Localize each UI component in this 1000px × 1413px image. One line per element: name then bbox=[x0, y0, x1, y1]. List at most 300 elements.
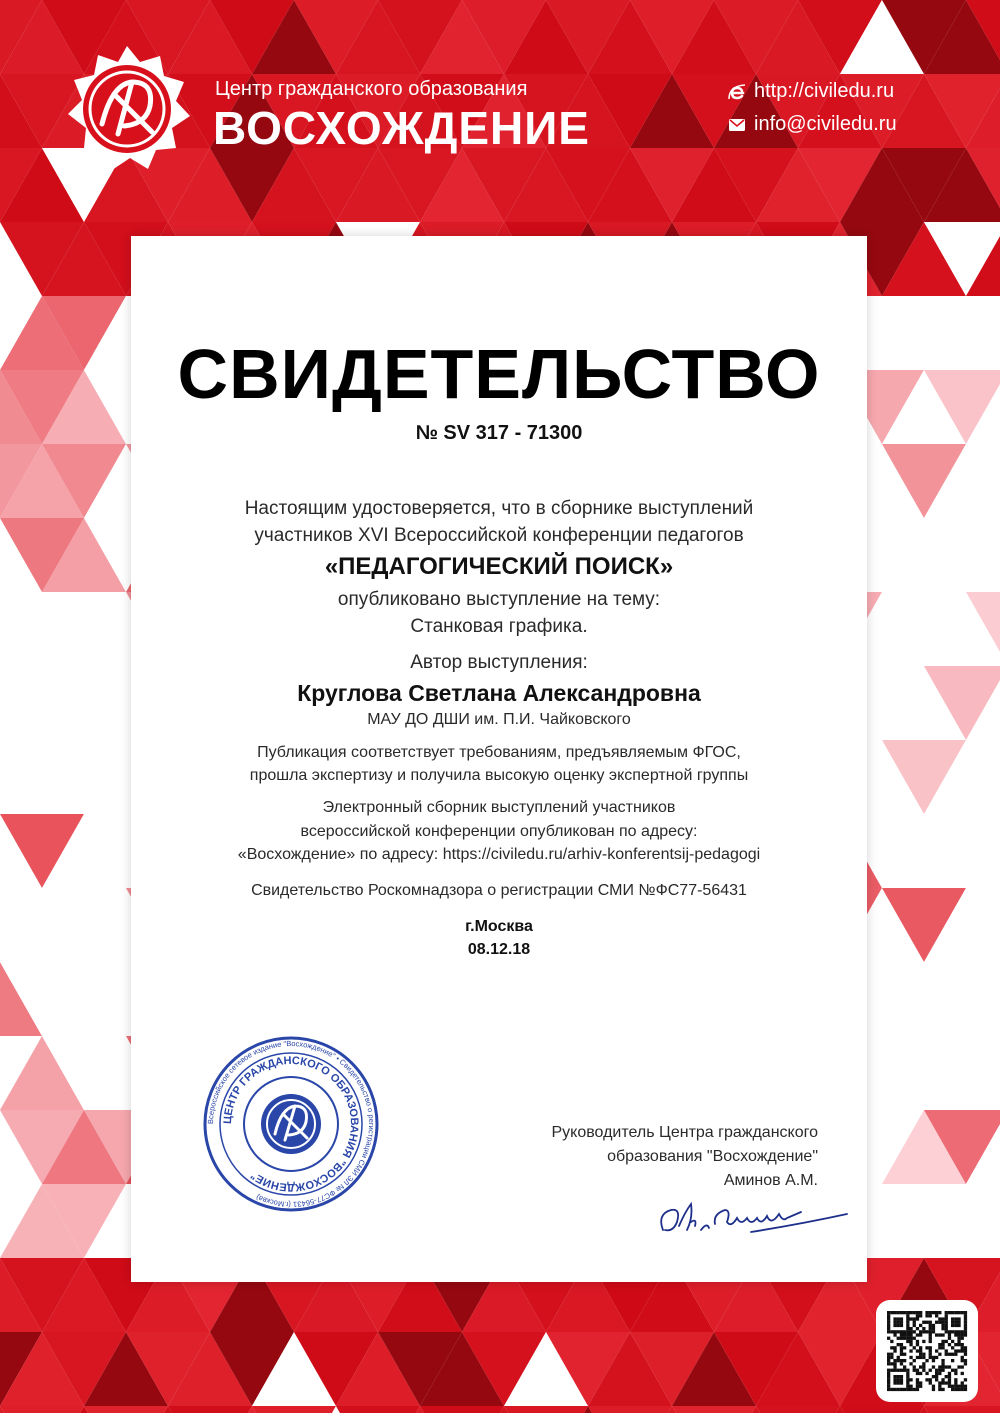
qr-module bbox=[887, 1321, 890, 1324]
qr-module bbox=[903, 1353, 906, 1356]
background-triangle bbox=[0, 1406, 84, 1413]
qr-module bbox=[954, 1353, 957, 1356]
qr-module bbox=[957, 1340, 960, 1343]
qr-module bbox=[935, 1314, 938, 1317]
qr-module bbox=[887, 1385, 890, 1388]
qr-module bbox=[941, 1321, 944, 1324]
qr-module bbox=[957, 1337, 960, 1340]
qr-module bbox=[925, 1378, 928, 1381]
qr-module bbox=[925, 1321, 928, 1324]
qr-module bbox=[897, 1337, 900, 1340]
qr-module bbox=[919, 1349, 922, 1352]
website-link[interactable]: http://civiledu.ru bbox=[754, 80, 895, 102]
qr-module bbox=[922, 1330, 925, 1333]
qr-module bbox=[929, 1381, 932, 1384]
qr-module bbox=[919, 1385, 922, 1388]
qr-module bbox=[909, 1327, 912, 1330]
qr-module bbox=[922, 1353, 925, 1356]
qr-module bbox=[890, 1346, 893, 1349]
qr-module bbox=[957, 1317, 960, 1320]
qr-module bbox=[909, 1349, 912, 1352]
qr-module bbox=[948, 1385, 951, 1388]
qr-module bbox=[945, 1381, 948, 1384]
qr-module bbox=[938, 1385, 941, 1388]
qr-module bbox=[906, 1340, 909, 1343]
qr-module bbox=[906, 1378, 909, 1381]
qr-module bbox=[919, 1330, 922, 1333]
intro-line-2: участников XVI Всероссийской конференции педагогов bbox=[254, 525, 744, 546]
qr-module bbox=[951, 1353, 954, 1356]
qr-module bbox=[897, 1369, 900, 1372]
qr-module bbox=[897, 1388, 900, 1391]
author-name: Круглова Светлана Александровна bbox=[297, 680, 701, 706]
qr-module bbox=[961, 1372, 964, 1375]
qr-module bbox=[932, 1356, 935, 1359]
qr-module bbox=[938, 1321, 941, 1324]
qr-module bbox=[932, 1330, 935, 1333]
qr-module bbox=[935, 1375, 938, 1378]
qr-module bbox=[938, 1353, 941, 1356]
qr-module bbox=[961, 1356, 964, 1359]
qr-module bbox=[951, 1385, 954, 1388]
qr-module bbox=[954, 1385, 957, 1388]
qr-module bbox=[961, 1385, 964, 1388]
qr-module bbox=[954, 1378, 957, 1381]
qr-module bbox=[890, 1330, 893, 1333]
qr-module bbox=[909, 1330, 912, 1333]
qr-module bbox=[957, 1385, 960, 1388]
qr-module bbox=[916, 1369, 919, 1372]
qr-module bbox=[948, 1311, 951, 1314]
qr-module bbox=[906, 1375, 909, 1378]
qr-module bbox=[932, 1365, 935, 1368]
qr-module bbox=[954, 1330, 957, 1333]
qr-module bbox=[906, 1333, 909, 1336]
qr-module bbox=[900, 1333, 903, 1336]
qr-module bbox=[906, 1324, 909, 1327]
institution: МАУ ДО ДШИ им. П.И. Чайковского bbox=[367, 711, 631, 728]
city: г.Москва bbox=[465, 918, 533, 935]
qr-module bbox=[903, 1388, 906, 1391]
qr-module bbox=[951, 1330, 954, 1333]
envelope-icon bbox=[728, 116, 746, 134]
qr-module bbox=[964, 1321, 967, 1324]
qr-module bbox=[919, 1381, 922, 1384]
qr-module bbox=[919, 1324, 922, 1327]
qr-module bbox=[941, 1327, 944, 1330]
qr-module bbox=[890, 1340, 893, 1343]
qr-module bbox=[922, 1362, 925, 1365]
qr-module bbox=[909, 1333, 912, 1336]
qr-module bbox=[941, 1362, 944, 1365]
qr-module bbox=[954, 1343, 957, 1346]
qr-module bbox=[887, 1356, 890, 1359]
qr-module bbox=[938, 1381, 941, 1384]
qr-module bbox=[964, 1346, 967, 1349]
qr-module bbox=[890, 1388, 893, 1391]
qr-module bbox=[903, 1359, 906, 1362]
qr-module bbox=[909, 1362, 912, 1365]
qr-module bbox=[900, 1388, 903, 1391]
collection-line-2: всероссийской конференции опубликован по адресу: bbox=[300, 823, 698, 840]
qr-module bbox=[951, 1346, 954, 1349]
qr-module bbox=[909, 1340, 912, 1343]
qr-module bbox=[887, 1317, 890, 1320]
qr-module bbox=[887, 1378, 890, 1381]
qr-module bbox=[906, 1388, 909, 1391]
qr-module bbox=[964, 1359, 967, 1362]
qr-module bbox=[890, 1362, 893, 1365]
qr-module bbox=[903, 1311, 906, 1314]
qr-module bbox=[964, 1311, 967, 1314]
qr-module bbox=[906, 1369, 909, 1372]
qr-module bbox=[887, 1327, 890, 1330]
header-subtitle: Центр гражданского образования bbox=[215, 78, 528, 100]
qr-module bbox=[906, 1321, 909, 1324]
qr-module bbox=[913, 1317, 916, 1320]
qr-module bbox=[945, 1353, 948, 1356]
qr-module bbox=[900, 1378, 903, 1381]
qr-module bbox=[954, 1381, 957, 1384]
event-name: «ПЕДАГОГИЧЕСКИЙ ПОИСК» bbox=[324, 553, 674, 580]
qr-module bbox=[893, 1359, 896, 1362]
qr-module bbox=[919, 1365, 922, 1368]
qr-module bbox=[945, 1330, 948, 1333]
qr-module bbox=[929, 1349, 932, 1352]
qr-module bbox=[964, 1353, 967, 1356]
qr-module bbox=[922, 1369, 925, 1372]
qr-module bbox=[954, 1317, 957, 1320]
qr-module bbox=[961, 1365, 964, 1368]
qr-module bbox=[897, 1356, 900, 1359]
qr-module bbox=[903, 1365, 906, 1368]
qr-module bbox=[913, 1369, 916, 1372]
qr-module bbox=[925, 1359, 928, 1362]
qr-module bbox=[938, 1372, 941, 1375]
qr-module bbox=[900, 1321, 903, 1324]
qr-module bbox=[916, 1378, 919, 1381]
qr-module bbox=[938, 1343, 941, 1346]
qr-module bbox=[948, 1378, 951, 1381]
qr-module bbox=[961, 1337, 964, 1340]
qr-module bbox=[906, 1330, 909, 1333]
qr-module bbox=[922, 1365, 925, 1368]
qr-module bbox=[893, 1381, 896, 1384]
qr-module bbox=[935, 1349, 938, 1352]
qr-module bbox=[893, 1362, 896, 1365]
qr-module bbox=[893, 1311, 896, 1314]
qr-module bbox=[909, 1356, 912, 1359]
qr-module bbox=[932, 1327, 935, 1330]
qr-module bbox=[957, 1343, 960, 1346]
qr-module bbox=[929, 1311, 932, 1314]
qr-module bbox=[913, 1311, 916, 1314]
qr-module bbox=[909, 1378, 912, 1381]
qr-module bbox=[887, 1362, 890, 1365]
qr-module bbox=[941, 1346, 944, 1349]
qr-module bbox=[938, 1346, 941, 1349]
qr-module bbox=[929, 1346, 932, 1349]
qr-module bbox=[964, 1330, 967, 1333]
stamp-inner-text: ЦЕНТР ГРАЖДАНСКОГО ОБРАЗОВАНИЯ "ВОСХОЖДЕНИЕ" bbox=[221, 1054, 361, 1194]
qr-module bbox=[893, 1346, 896, 1349]
qr-module bbox=[887, 1314, 890, 1317]
qr-module bbox=[900, 1337, 903, 1340]
qr-module bbox=[951, 1369, 954, 1372]
qr-module bbox=[906, 1381, 909, 1384]
background-triangle bbox=[672, 1406, 756, 1413]
qr-module bbox=[941, 1365, 944, 1368]
qr-module bbox=[897, 1375, 900, 1378]
qr-module bbox=[929, 1369, 932, 1372]
qr-module bbox=[945, 1340, 948, 1343]
qr-module bbox=[964, 1317, 967, 1320]
qr-module bbox=[948, 1372, 951, 1375]
qr-module bbox=[929, 1356, 932, 1359]
qr-module bbox=[945, 1317, 948, 1320]
qr-module bbox=[964, 1349, 967, 1352]
qr-module bbox=[925, 1346, 928, 1349]
qr-module bbox=[890, 1353, 893, 1356]
qr-module bbox=[935, 1333, 938, 1336]
qr-module bbox=[900, 1311, 903, 1314]
qr-module bbox=[906, 1337, 909, 1340]
qr-module bbox=[900, 1346, 903, 1349]
background-triangle bbox=[588, 1406, 672, 1413]
qr-module bbox=[906, 1311, 909, 1314]
qr-module bbox=[948, 1343, 951, 1346]
qr-module bbox=[897, 1381, 900, 1384]
qr-module bbox=[935, 1378, 938, 1381]
qr-module bbox=[961, 1311, 964, 1314]
qr-module bbox=[954, 1333, 957, 1336]
qr-module bbox=[900, 1324, 903, 1327]
qr-module bbox=[887, 1353, 890, 1356]
qr-module bbox=[893, 1333, 896, 1336]
background-triangle bbox=[840, 1406, 924, 1413]
qr-module bbox=[887, 1311, 890, 1314]
qr-code[interactable] bbox=[876, 1300, 978, 1402]
qr-module bbox=[945, 1311, 948, 1314]
qr-module bbox=[906, 1372, 909, 1375]
qr-module bbox=[951, 1388, 954, 1391]
intro-line-1: Настоящим удостоверяется, что в сборнике выступлений bbox=[244, 498, 754, 519]
qr-module bbox=[941, 1381, 944, 1384]
qr-module bbox=[909, 1388, 912, 1391]
qr-module bbox=[945, 1314, 948, 1317]
qr-module bbox=[916, 1385, 919, 1388]
qr-module bbox=[893, 1365, 896, 1368]
qr-module bbox=[929, 1327, 932, 1330]
qr-module bbox=[919, 1353, 922, 1356]
qr-module bbox=[887, 1372, 890, 1375]
qr-module bbox=[938, 1365, 941, 1368]
qr-module bbox=[925, 1372, 928, 1375]
qr-module bbox=[925, 1311, 928, 1314]
qr-module bbox=[932, 1324, 935, 1327]
qr-module bbox=[916, 1381, 919, 1384]
qr-module bbox=[929, 1353, 932, 1356]
email-link[interactable]: info@civiledu.ru bbox=[754, 113, 897, 135]
background-triangle bbox=[420, 1406, 504, 1413]
qr-module bbox=[900, 1317, 903, 1320]
qr-module bbox=[919, 1372, 922, 1375]
qr-module bbox=[897, 1324, 900, 1327]
qr-module bbox=[900, 1369, 903, 1372]
qr-module bbox=[925, 1314, 928, 1317]
qr-module bbox=[964, 1385, 967, 1388]
qr-module bbox=[897, 1359, 900, 1362]
qr-module bbox=[897, 1378, 900, 1381]
qr-module bbox=[951, 1317, 954, 1320]
qr-module bbox=[932, 1359, 935, 1362]
qr-module bbox=[945, 1327, 948, 1330]
qr-module bbox=[957, 1333, 960, 1336]
qr-module bbox=[887, 1359, 890, 1362]
qr-module bbox=[938, 1369, 941, 1372]
background-triangle bbox=[504, 1406, 588, 1413]
qr-module bbox=[954, 1372, 957, 1375]
qr-module bbox=[893, 1321, 896, 1324]
official-stamp bbox=[201, 1034, 381, 1214]
qr-module bbox=[941, 1369, 944, 1372]
qr-module bbox=[964, 1333, 967, 1336]
qr-module bbox=[929, 1333, 932, 1336]
qr-module bbox=[893, 1378, 896, 1381]
compliance-line-1: Публикация соответствует требованиям, предъявляемым ФГОС, bbox=[257, 744, 741, 761]
qr-module bbox=[916, 1356, 919, 1359]
qr-module bbox=[954, 1388, 957, 1391]
qr-module bbox=[935, 1311, 938, 1314]
certificate-title: СВИДЕТЕЛЬСТВО bbox=[177, 335, 821, 413]
qr-module bbox=[938, 1333, 941, 1336]
qr-module bbox=[957, 1311, 960, 1314]
qr-module bbox=[961, 1343, 964, 1346]
qr-module bbox=[961, 1349, 964, 1352]
qr-module bbox=[900, 1375, 903, 1378]
qr-module bbox=[903, 1330, 906, 1333]
handwritten-signature bbox=[651, 1192, 851, 1242]
qr-module bbox=[887, 1324, 890, 1327]
qr-module bbox=[919, 1311, 922, 1314]
qr-module bbox=[922, 1340, 925, 1343]
qr-module bbox=[897, 1317, 900, 1320]
qr-module bbox=[938, 1388, 941, 1391]
qr-module bbox=[929, 1321, 932, 1324]
qr-module bbox=[957, 1321, 960, 1324]
qr-module bbox=[916, 1372, 919, 1375]
qr-module bbox=[929, 1340, 932, 1343]
qr-module bbox=[897, 1343, 900, 1346]
qr-module bbox=[929, 1337, 932, 1340]
qr-module bbox=[941, 1324, 944, 1327]
qr-module bbox=[964, 1388, 967, 1391]
date: 08.12.18 bbox=[467, 941, 531, 958]
qr-module bbox=[954, 1349, 957, 1352]
internet-explorer-icon bbox=[728, 83, 746, 101]
registration-info: Свидетельство Роскомнадзора о регистрации СМИ №ФС77-56431 bbox=[251, 882, 747, 899]
qr-module bbox=[919, 1356, 922, 1359]
qr-module bbox=[897, 1311, 900, 1314]
qr-module bbox=[961, 1330, 964, 1333]
qr-module bbox=[945, 1324, 948, 1327]
qr-module bbox=[941, 1359, 944, 1362]
qr-module bbox=[893, 1330, 896, 1333]
qr-module bbox=[964, 1314, 967, 1317]
qr-module bbox=[906, 1385, 909, 1388]
qr-module bbox=[913, 1324, 916, 1327]
qr-module bbox=[948, 1330, 951, 1333]
qr-module bbox=[925, 1330, 928, 1333]
qr-module bbox=[890, 1356, 893, 1359]
signer-name: Аминов А.М. bbox=[723, 1172, 818, 1189]
stamp-outer-text: Всероссийское сетевое издание "Восхождение" • Свидетельство о регистрации СМИ ЭЛ № ФС77-56431 (г.Москва) bbox=[205, 1038, 377, 1210]
background-triangle bbox=[924, 1406, 1000, 1413]
signer-line-2: образования "Восхождение" bbox=[607, 1148, 818, 1165]
qr-module bbox=[893, 1388, 896, 1391]
qr-module bbox=[961, 1346, 964, 1349]
background-triangle bbox=[84, 1406, 168, 1413]
qr-module bbox=[916, 1343, 919, 1346]
qr-module bbox=[922, 1327, 925, 1330]
qr-module bbox=[961, 1381, 964, 1384]
signer-block bbox=[551, 1121, 818, 1193]
qr-module bbox=[916, 1388, 919, 1391]
published-line: опубликовано выступление на тему: bbox=[337, 589, 661, 610]
qr-module bbox=[964, 1327, 967, 1330]
qr-module bbox=[948, 1375, 951, 1378]
qr-module bbox=[932, 1385, 935, 1388]
qr-module bbox=[945, 1375, 948, 1378]
qr-module bbox=[887, 1381, 890, 1384]
qr-module bbox=[909, 1343, 912, 1346]
collection-line-3: «Восхождение» по адресу: https://civiledu.ru/arhiv-konferentsij-pedagogi bbox=[237, 846, 761, 863]
qr-module bbox=[935, 1372, 938, 1375]
qr-module bbox=[948, 1365, 951, 1368]
qr-module bbox=[957, 1330, 960, 1333]
qr-module bbox=[957, 1349, 960, 1352]
qr-module bbox=[887, 1330, 890, 1333]
qr-module bbox=[906, 1317, 909, 1320]
qr-module bbox=[957, 1365, 960, 1368]
qr-module bbox=[961, 1388, 964, 1391]
qr-module bbox=[941, 1378, 944, 1381]
qr-module bbox=[922, 1356, 925, 1359]
email-contact[interactable] bbox=[728, 113, 897, 136]
background-triangle bbox=[168, 1406, 252, 1413]
qr-module bbox=[913, 1330, 916, 1333]
qr-module bbox=[932, 1311, 935, 1314]
qr-module bbox=[887, 1369, 890, 1372]
qr-module bbox=[913, 1359, 916, 1362]
qr-module bbox=[913, 1337, 916, 1340]
qr-module bbox=[951, 1359, 954, 1362]
qr-module bbox=[948, 1333, 951, 1336]
qr-module bbox=[954, 1321, 957, 1324]
qr-module bbox=[897, 1321, 900, 1324]
qr-module bbox=[893, 1375, 896, 1378]
qr-module bbox=[900, 1330, 903, 1333]
qr-module bbox=[887, 1375, 890, 1378]
qr-module bbox=[909, 1311, 912, 1314]
qr-module bbox=[909, 1385, 912, 1388]
qr-module bbox=[893, 1349, 896, 1352]
qr-module bbox=[948, 1337, 951, 1340]
website-contact[interactable] bbox=[728, 80, 894, 103]
qr-module bbox=[919, 1314, 922, 1317]
author-label: Автор выступления: bbox=[410, 652, 588, 673]
organization-logo bbox=[62, 44, 192, 174]
